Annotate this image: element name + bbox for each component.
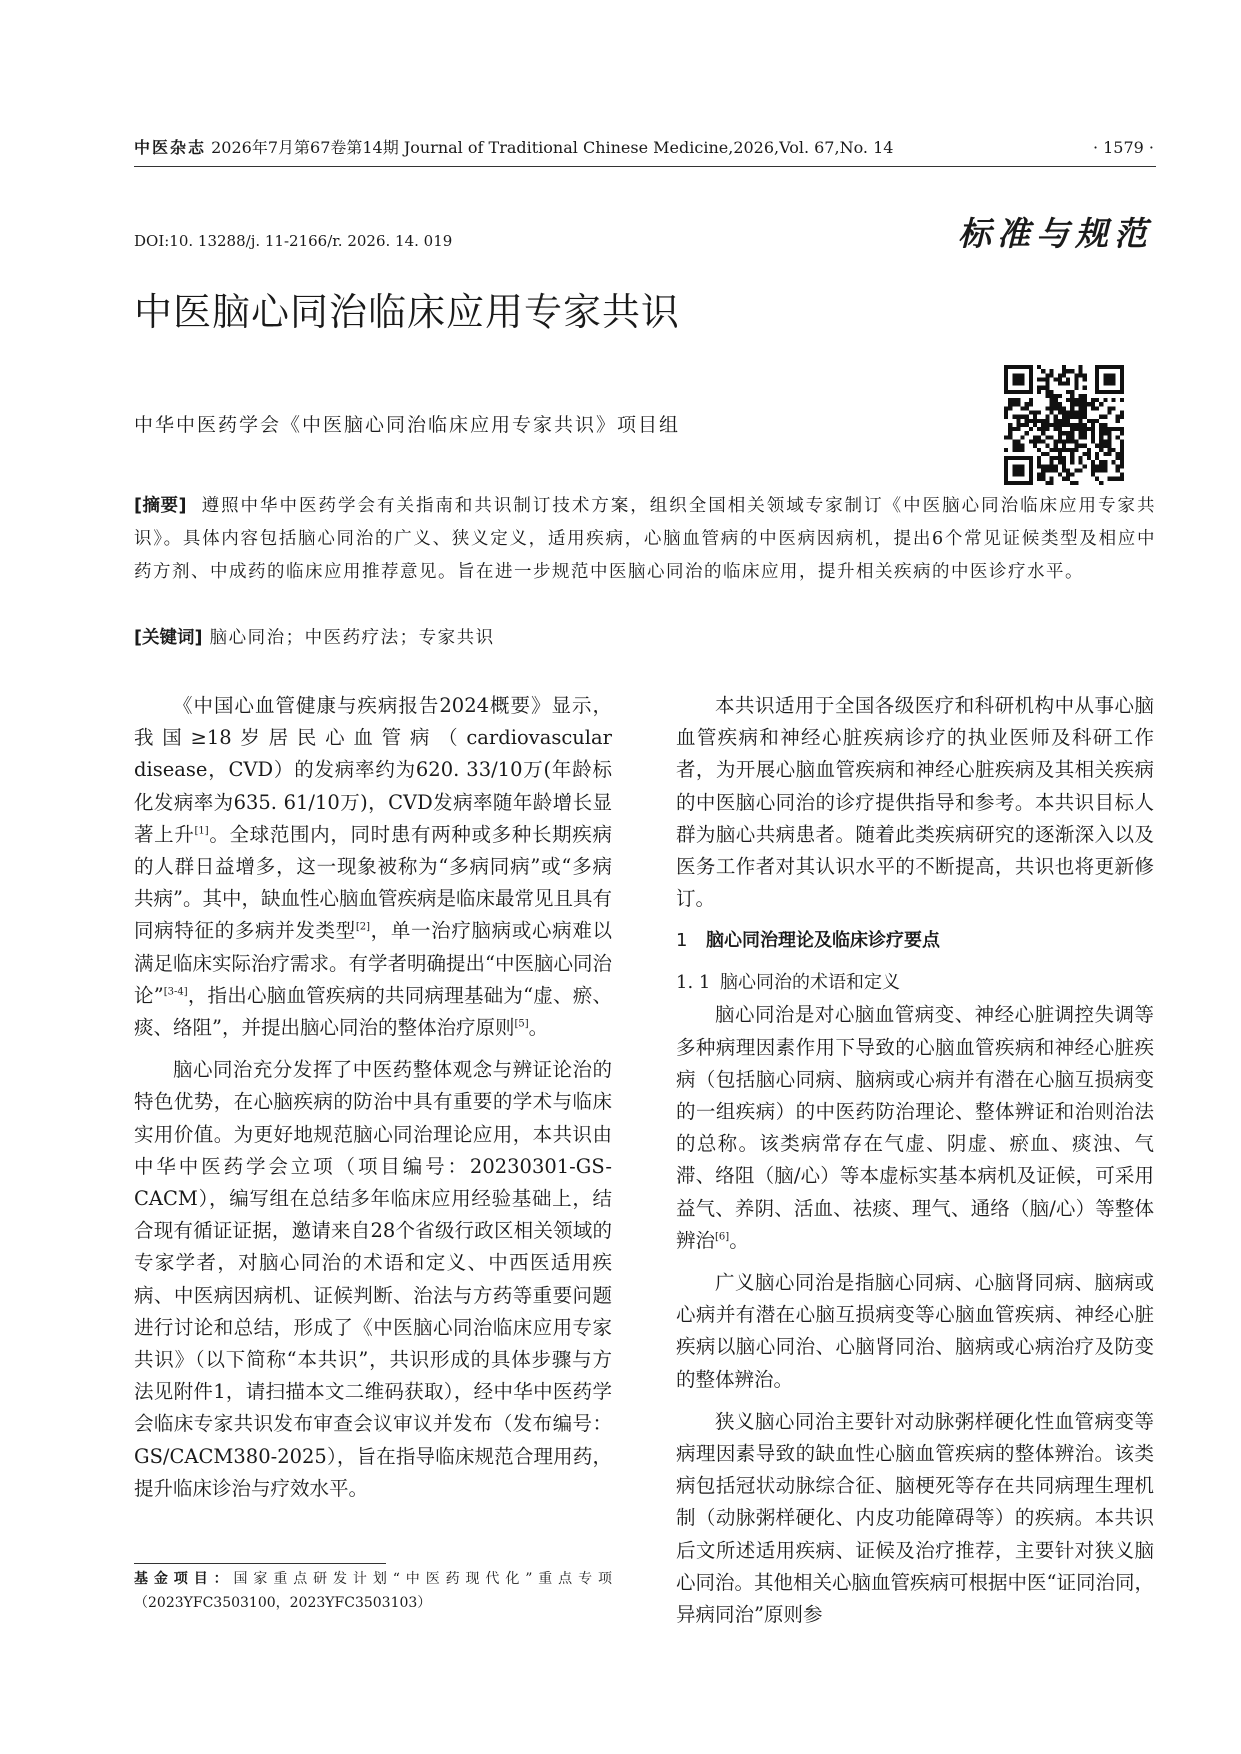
subsection-heading-1-1: [676, 967, 1154, 999]
subsection-number: 1. 1: [676, 972, 711, 994]
citation: [2]: [355, 921, 370, 933]
definition-paragraph: [676, 999, 1154, 1257]
intro-paragraph-1: [134, 690, 612, 1044]
keywords-text: 脑心同治；中医药疗法；专家共识: [209, 628, 495, 648]
right-column: [676, 690, 1154, 1631]
funding-text: 国家重点研发计划“中医药现代化”重点专项（2023YFC3503100，2023YFC3503103）: [134, 1571, 612, 1611]
text-run: 。: [528, 1016, 549, 1040]
keywords: [134, 622, 1156, 655]
citation: [1]: [194, 825, 209, 837]
funding-note: [134, 1567, 612, 1615]
text-run: ，指出心脑血管疾病的共同病理基础为“虚、瘀、痰、络阻”，并提出脑心同治的整体治疗原则: [134, 983, 612, 1040]
citation: [5]: [514, 1018, 529, 1030]
journal-issue: 2026年7月第67卷第14期: [211, 138, 399, 157]
section-number: 1: [676, 930, 688, 952]
keywords-tag: [关键词]: [134, 628, 203, 648]
text-run: ，单一治疗脑病或心病难以满足临床实际治疗需求。有学者明确提出“中医脑心同治论”: [134, 919, 612, 1007]
citation: [3-4]: [163, 986, 188, 998]
paper-title: 中医脑心同治临床应用专家共识: [134, 290, 681, 334]
text-run: 《中国心血管健康与疾病报告2024概要》显示，我国≥18岁居民心血管病（cardiovascular disease，CVD）的发病率约为620. 33/10万(年龄标化发病率为635. 61/10万)，CVD发病率随年龄增长显著上升: [134, 694, 612, 846]
scope-paragraph: 本共识适用于全国各级医疗和科研机构中从事心脑血管疾病和神经心脏疾病诊疗的执业医师及科研工作者，为开展心脑血管疾病和神经心脏疾病及其相关疾病的中医脑心同治的诊疗提供指导和参考。本共识目标人群为脑心共病患者。随着此类疾病研究的逐渐深入以及医务工作者对其认识水平的不断提高，共识也将更新修订。: [676, 694, 1154, 911]
narrow-definition-paragraph: 狭义脑心同治主要针对动脉粥样硬化性血管病变等病理因素导致的缺血性心脑血管疾病的整体辨治。该类病包括冠状动脉综合征、脑梗死等存在共同病理生理机制（动脉粥样硬化、内皮功能障碍等）的疾病。本共识后文所述适用疾病、证候及治疗推荐，主要针对狭义脑心同治。其他相关心脑血管疾病可根据中医“证同治同，异病同治”原则参: [676, 1409, 1154, 1627]
journal-name: 中医杂志: [134, 138, 207, 157]
broad-definition-paragraph: 广义脑心同治是指脑心同病、心脑肾同病、脑病或心病并有潜在心脑互损病变等心脑血管疾病、神经心脏疾病以脑心同治、心脑肾同治、脑病或心病治疗及防变的整体辨治。: [676, 1271, 1154, 1391]
section-heading-1: [676, 925, 1154, 957]
section-label: 标准与规范: [958, 214, 1153, 253]
doi: DOI:10. 13288/j. 11-2166/r. 2026. 14. 019: [134, 232, 453, 250]
abstract: [134, 490, 1156, 589]
left-column: [134, 690, 612, 1505]
subsection-title: 脑心同治的术语和定义: [720, 972, 900, 994]
running-header: [134, 135, 1154, 161]
abstract-tag: [摘要]: [134, 496, 187, 516]
text-run: 脑心同治是对心脑血管病变、神经心脏调控失调等多种病理因素作用下导致的心脑血管疾病和神经心脏疾病（包括脑心同病、脑病或心病并有潜在心脑互损病变的一组疾病）的中医药防治理论、整体辨证和治则治法的总称。该类病常存在气虚、阴虚、瘀血、痰浊、气滞、络阻（脑/心）等本虚标实基本病机及证候，可采用益气、养阴、活血、祛痰、理气、通络（脑/心）等整体辨治: [676, 1003, 1154, 1252]
footnote-rule: [134, 1563, 386, 1564]
intro-paragraph-2: 脑心同治充分发挥了中医药整体观念与辨证论治的特色优势，在心脑疾病的防治中具有重要的学术与临床实用价值。为更好地规范脑心同治理论应用，本共识由中华中医药学会立项（项目编号：20230301-GS-CACM），编写组在总结多年临床应用经验基础上，结合现有循证证据，邀请来自28个省级行政区相关领域的专家学者，对脑心同治的术语和定义、中西医适用疾病、中医病因病机、证候判断、治法与方药等重要问题进行讨论和总结，形成了《中医脑心同治临床应用专家共识》（以下简称“本共识”，共识形成的具体步骤与方法见附件1，请扫描本文二维码获取），经中华中医药学会临床专家共识发布审查会议审议并发布（发布编号：GS/CACM380-2025），旨在指导临床规范合理用药，提升临床诊治与疗效水平。: [134, 1058, 612, 1500]
citation: [6]: [715, 1231, 730, 1243]
abstract-text: 遵照中华中医药学会有关指南和共识制订技术方案，组织全国相关领域专家制订《中医脑心同治临床应用专家共识》。具体内容包括脑心同治的广义、狭义定义，适用疾病，心脑血管病的中医病因病机，提出6个常见证候类型及相应中药方剂、中成药的临床应用推荐意见。旨在进一步规范中医脑心同治的临床应用，提升相关疾病的中医诊疗水平。: [134, 496, 1156, 582]
journal-name-en: Journal of Traditional Chinese Medicine,2026,Vol. 67,No. 14: [403, 138, 894, 157]
text-run: 。: [729, 1228, 749, 1252]
text-run: 。全球范围内，同时患有两种或多种长期疾病的人群日益增多，这一现象被称为“多病同病”或“多病共病”。其中，缺血性心脑血管疾病是临床最常见且具有同病特征的多病并发类型: [134, 822, 612, 943]
section-title: 脑心同治理论及临床诊疗要点: [706, 930, 940, 952]
qr-code: [1004, 365, 1124, 485]
funding-tag: 基金项目：: [134, 1571, 234, 1587]
page-number: · 1579 ·: [1092, 138, 1154, 157]
authors: 中华中医药学会《中医脑心同治临床应用专家共识》项目组: [134, 414, 681, 436]
header-rule: [134, 166, 1156, 167]
